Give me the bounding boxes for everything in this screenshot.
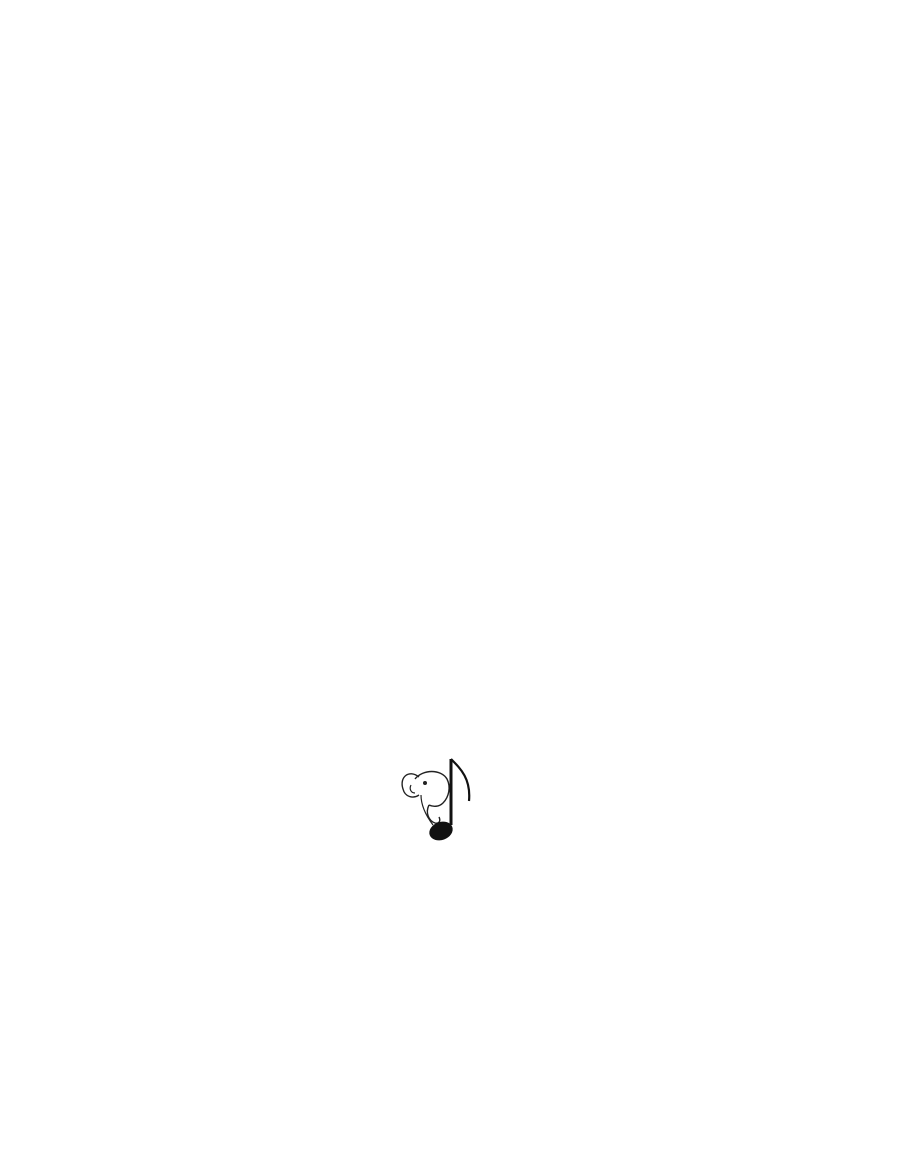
elephant-note-logo-icon [385, 755, 505, 865]
holly-border-left [110, 86, 126, 1078]
holly-border-top [110, 86, 790, 102]
holly-border-bottom [110, 1062, 790, 1078]
flourish-divider-top [0, 342, 900, 366]
holly-border-right [774, 86, 790, 1078]
flourish-divider-bottom [0, 480, 900, 504]
